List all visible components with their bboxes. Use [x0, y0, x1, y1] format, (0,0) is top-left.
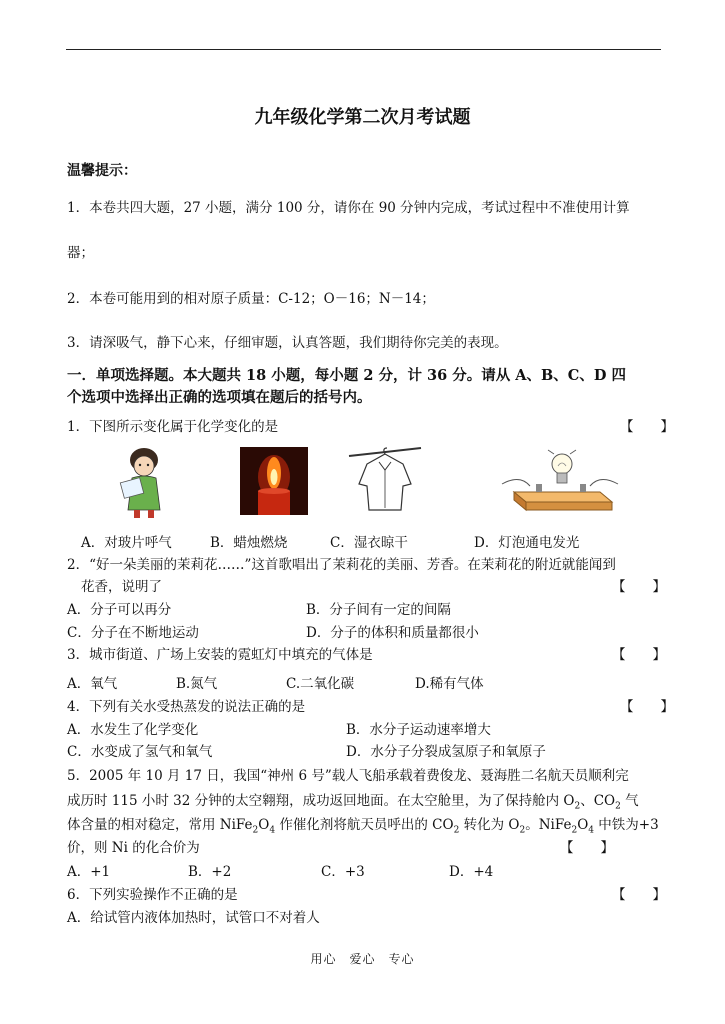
q6-option-a: A．给试管内液体加热时，试管口不对着人 — [67, 910, 320, 926]
q4-option-d: D．水分子分裂成氢原子和氧原子 — [346, 744, 546, 760]
q3-answer-bracket: 【 】 — [612, 647, 666, 663]
page-footer: 用心 爱心 专心 — [310, 952, 415, 966]
header-rule — [66, 49, 661, 50]
girl-breathing-on-glass-image — [118, 444, 172, 520]
q4-stem: 4．下列有关水受热蒸发的说法正确的是 — [67, 699, 306, 715]
q3-option-d: D.稀有气体 — [415, 676, 484, 692]
q4-option-b: B．水分子运动速率增大 — [346, 722, 491, 738]
q2-stem-cont: 花香，说明了 — [81, 579, 162, 595]
q6-answer-bracket: 【 】 — [612, 887, 666, 903]
page-title: 九年级化学第二次月考试题 — [254, 107, 471, 128]
q2-option-c: C．分子在不断地运动 — [67, 625, 199, 641]
q3-option-a: A．氧气 — [67, 676, 118, 692]
section-heading: 一．单项选择题。本大题共 18 小题，每小题 2 分，计 36 分。请从 A、B、C、D 四 — [67, 367, 626, 384]
q5-option-b: B．+2 — [188, 864, 232, 880]
tip-3: 3．请深吸气，静下心来，仔细审题，认真答题，我们期待你完美的表现。 — [67, 335, 508, 351]
q1-option-a: A．对玻片呼气 — [81, 535, 172, 551]
q1-stem: 1．下图所示变化属于化学变化的是 — [67, 419, 279, 435]
tips-heading: 温馨提示： — [67, 163, 137, 179]
q2-stem: 2．“好一朵美丽的茉莉花……”这首歌唱出了茉莉花的美丽、芳香。在茉莉花的附近就能闻到 — [67, 557, 616, 573]
q5-stem-line1: 5．2005 年 10 月 17 日，我国“神州 6 号”载人飞船承载着费俊龙、聂海胜二名航天员顺利完 — [67, 768, 629, 784]
q1-answer-bracket: 【 】 — [620, 419, 674, 435]
q1-option-c: C．湿衣晾干 — [330, 535, 408, 551]
drying-shirt-image — [345, 444, 425, 516]
q1-option-d: D．灯泡通电发光 — [474, 535, 580, 551]
q2-option-a: A．分子可以再分 — [67, 602, 172, 618]
q3-option-b: B.氮气 — [176, 676, 218, 692]
q1-option-b: B．蜡烛燃烧 — [210, 535, 288, 551]
q3-option-c: C.二氧化碳 — [286, 676, 355, 692]
q5-option-a: A．+1 — [67, 864, 111, 880]
q2-option-d: D．分子的体积和质量都很小 — [306, 625, 479, 641]
tip-1: 1．本卷共四大题，27 小题，满分 100 分，请你在 90 分钟内完成，考试过程中不准使用计算 — [67, 200, 630, 216]
burning-candle-image — [240, 447, 308, 515]
q4-option-a: A．水发生了化学变化 — [67, 722, 199, 738]
q5-option-d: D．+4 — [449, 864, 494, 880]
q5-stem-line3: 体含量的相对稳定，常用 $NiFe_2O_4$ 作催化剂将航天员呼出的 $CO_2$ 转化为 $O_2$。$NiFe_2O_4$ 中铁为+3 — [67, 817, 659, 836]
q4-answer-bracket: 【 】 — [620, 699, 674, 715]
light-bulb-circuit-image — [500, 444, 620, 514]
section-heading-cont: 个选项中选择出正确的选项填在题后的括号内。 — [67, 389, 372, 406]
q5-option-c: C．+3 — [321, 864, 365, 880]
q5-stem-line2: 成历时 115 小时 32 分钟的太空翱翔，成功返回地面。在太空舱里，为了保持舱内 $O_2$、$CO_2$ 气 — [67, 793, 639, 812]
q2-option-b: B．分子间有一定的间隔 — [306, 602, 451, 618]
q3-stem: 3．城市街道、广场上安装的霓虹灯中填充的气体是 — [67, 647, 373, 663]
tip-1-cont: 器； — [67, 245, 94, 261]
tip-2: 2．本卷可能用到的相对原子质量：C-12；O－16；N－14； — [67, 291, 435, 307]
q4-option-c: C．水变成了氢气和氧气 — [67, 744, 213, 760]
q6-stem: 6．下列实验操作不正确的是 — [67, 887, 238, 903]
q5-answer-bracket: 【 】 — [560, 840, 614, 856]
q2-answer-bracket: 【 】 — [612, 579, 666, 595]
q5-stem-line4: 价，则 Ni 的化合价为 — [67, 840, 200, 856]
